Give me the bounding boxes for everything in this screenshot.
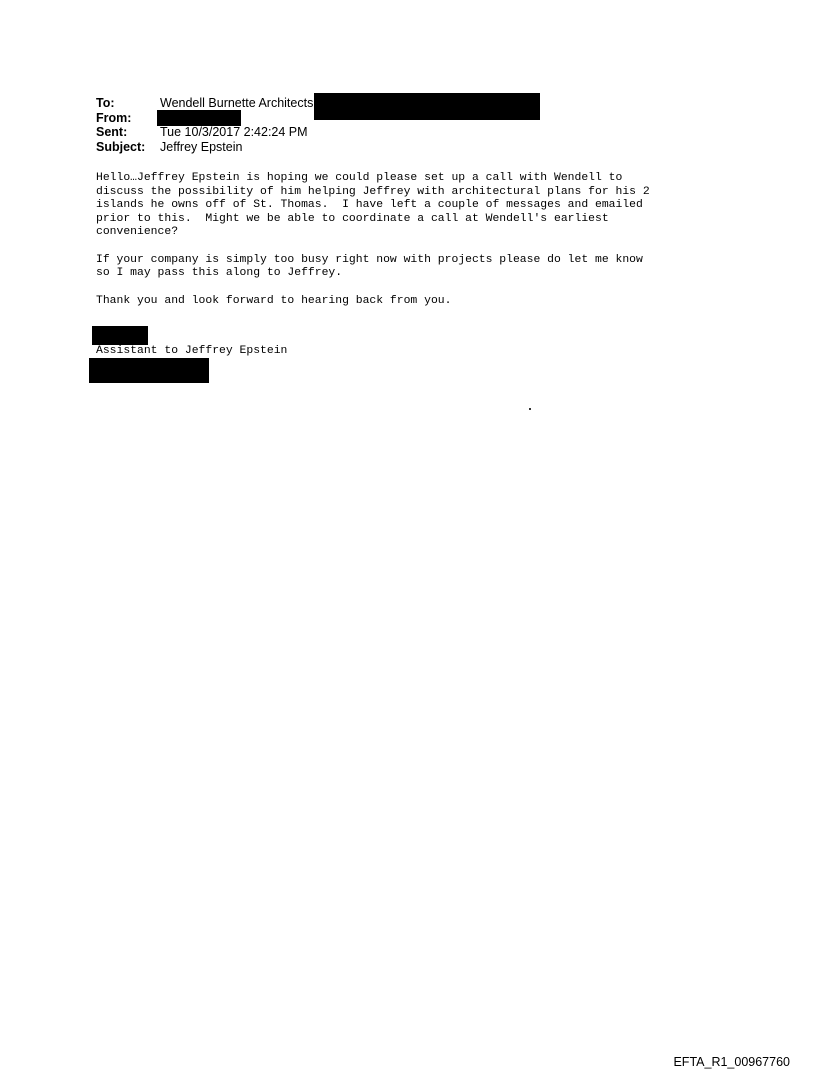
bates-number: EFTA_R1_00967760 <box>673 1055 790 1069</box>
subject-row <box>96 140 540 155</box>
signature-title: Assistant to Jeffrey Epstein <box>96 345 288 357</box>
email-header <box>96 96 540 154</box>
sent-value: Tue 10/3/2017 2:42:24 PM <box>160 125 308 139</box>
signature-name-redaction <box>92 326 148 345</box>
body-paragraph: If your company is simply too busy right now with projects please do let me know so I may pass this along to Jeffrey. <box>96 253 643 279</box>
to-label: To: <box>96 96 115 110</box>
to-row <box>96 96 540 111</box>
subject-value: Jeffrey Epstein <box>160 139 243 154</box>
subject-label: Subject: <box>96 139 146 154</box>
scan-artifact-dot <box>529 408 531 410</box>
body-paragraph: Hello…Jeffrey Epstein is hoping we could please set up a call with Wendell to discuss the possibility of him helping Jeffrey with architectural plans for his 2 islands he owns off of St. Thomas. I have left a couple of messages and emailed prior to this. Might we be able to coordinate a call at Wendell's earliest convenience? <box>96 172 650 238</box>
redaction-box <box>157 110 241 126</box>
signature-contact-redaction <box>89 358 209 383</box>
sent-row <box>96 125 540 140</box>
from-label: From: <box>96 110 132 125</box>
email-body <box>96 172 736 322</box>
to-value: Wendell Burnette Architects <box>160 96 314 110</box>
sent-label: Sent: <box>96 125 128 139</box>
redaction-box <box>314 93 540 120</box>
body-paragraph: Thank you and look forward to hearing back from you. <box>96 294 452 307</box>
